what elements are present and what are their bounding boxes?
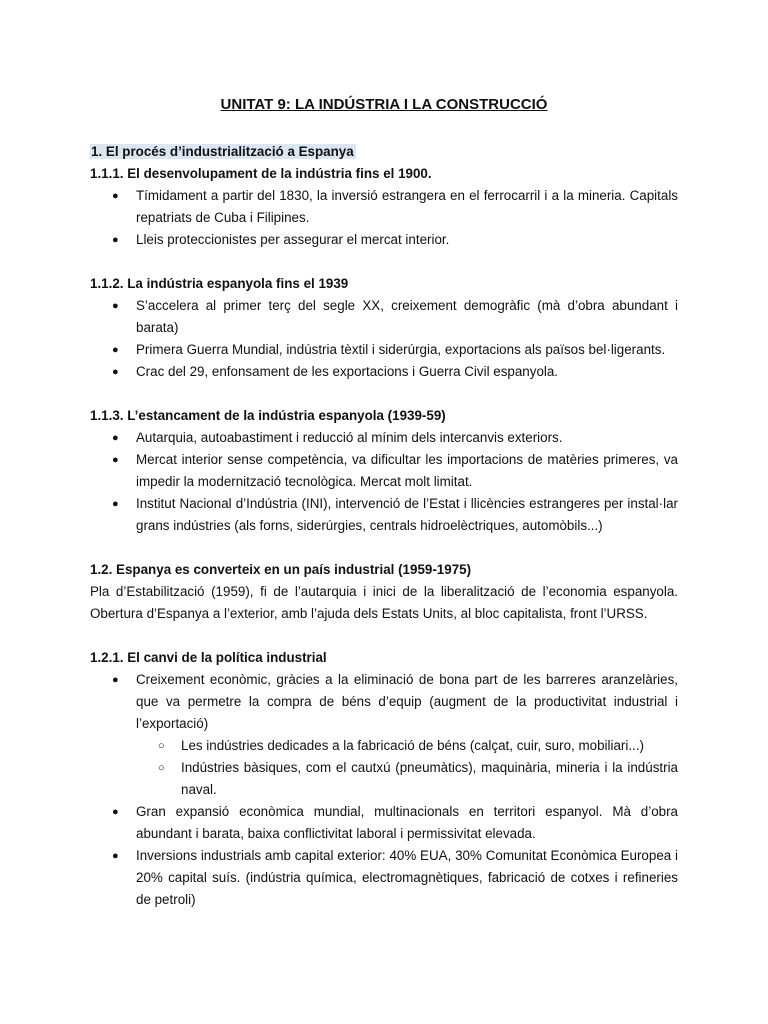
sub-list-item: ○ Indústries bàsiques, com el cautxú (pneumàtics), maquinària, mineria i la indústria naval. (136, 757, 678, 801)
document-page (90, 92, 678, 911)
list-item: ● S’accelera al primer terç del segle XX, creixement demogràfic (mà d’obra abundant i barata) (90, 295, 678, 339)
list-item: ● Primera Guerra Mundial, indústria tèxtil i siderúrgia, exportacions als països bel·ligerants. (90, 339, 678, 361)
list-item (90, 669, 678, 801)
list-item-text: Creixement econòmic, gràcies a la eliminació de bona part de les barreres aranzelàries, que va permetre la compra de béns d’equip (augment de la productivitat industrial i l’exportació) (136, 672, 678, 731)
section-1-1-3-list (90, 427, 678, 537)
list-item: ● Mercat interior sense competència, va dificultar les importacions de matèries primeres, va impedir la modernització tecnològica. Mercat molt limitat. (90, 449, 678, 493)
list-item: ● Tímidament a partir del 1830, la inversió estrangera en el ferrocarril i a la mineria. Capitals repatriats de Cuba i Filipines. (90, 185, 678, 229)
list-item: ● Inversions industrials amb capital exterior: 40% EUA, 30% Comunitat Econòmica Europea i 20% capital suís. (indústria química, electromagnètiques, fabricació de cotxes i refineries de petroli) (90, 845, 678, 911)
section-1-2-1-list (90, 669, 678, 911)
list-item: ● Institut Nacional d’Indústria (INI), intervenció de l’Estat i llicències estrangeres per instal·lar grans indústries (als forns, siderúrgies, centrals hidroelèctriques, automòbils...) (90, 493, 678, 537)
list-item: ● Lleis proteccionistes per assegurar el mercat interior. (90, 229, 678, 251)
list-item: ● Autarquia, autoabastiment i reducció al mínim dels intercanvis exteriors. (90, 427, 678, 449)
section-1-1-2-heading: 1.1.2. La indústria espanyola fins el 1939 (90, 276, 349, 291)
section-1-heading (90, 141, 678, 163)
section-1-1-1-list (90, 185, 678, 251)
section-1-1-3-heading: 1.1.3. L’estancament de la indústria espanyola (1939-59) (90, 408, 446, 423)
section-1-1-2-list (90, 295, 678, 383)
list-item: ● Crac del 29, enfonsament de les exportacions i Guerra Civil espanyola. (90, 361, 678, 383)
section-1-1-1-heading: 1.1.1. El desenvolupament de la indústria fins el 1900. (90, 166, 432, 181)
section-1-2-1-heading: 1.2.1. El canvi de la política industrial (90, 650, 327, 665)
section-1-2-paragraph: Pla d’Estabilització (1959), fi de l’autarquia i inici de la liberalització de l’economia espanyola. Obertura d’Espanya a l’exterior, amb l’ajuda dels Estats Units, al bloc capitalista, front l’URSS. (90, 584, 678, 621)
sub-list (136, 735, 678, 801)
page-title: UNITAT 9: LA INDÚSTRIA I LA CONSTRUCCIÓ (220, 96, 548, 113)
sub-list-item: ○ Les indústries dedicades a la fabricació de béns (calçat, cuir, suro, mobiliari...) (136, 735, 678, 757)
section-1-2-heading: 1.2. Espanya es converteix en un país industrial (1959-1975) (90, 562, 472, 577)
list-item: ● Gran expansió econòmica mundial, multinacionals en territori espanyol. Mà d’obra abundant i barata, baixa conflictivitat laboral i permissivitat elevada. (90, 801, 678, 845)
highlighted-heading: 1. El procés d’industrialització a Espanya (91, 144, 354, 159)
